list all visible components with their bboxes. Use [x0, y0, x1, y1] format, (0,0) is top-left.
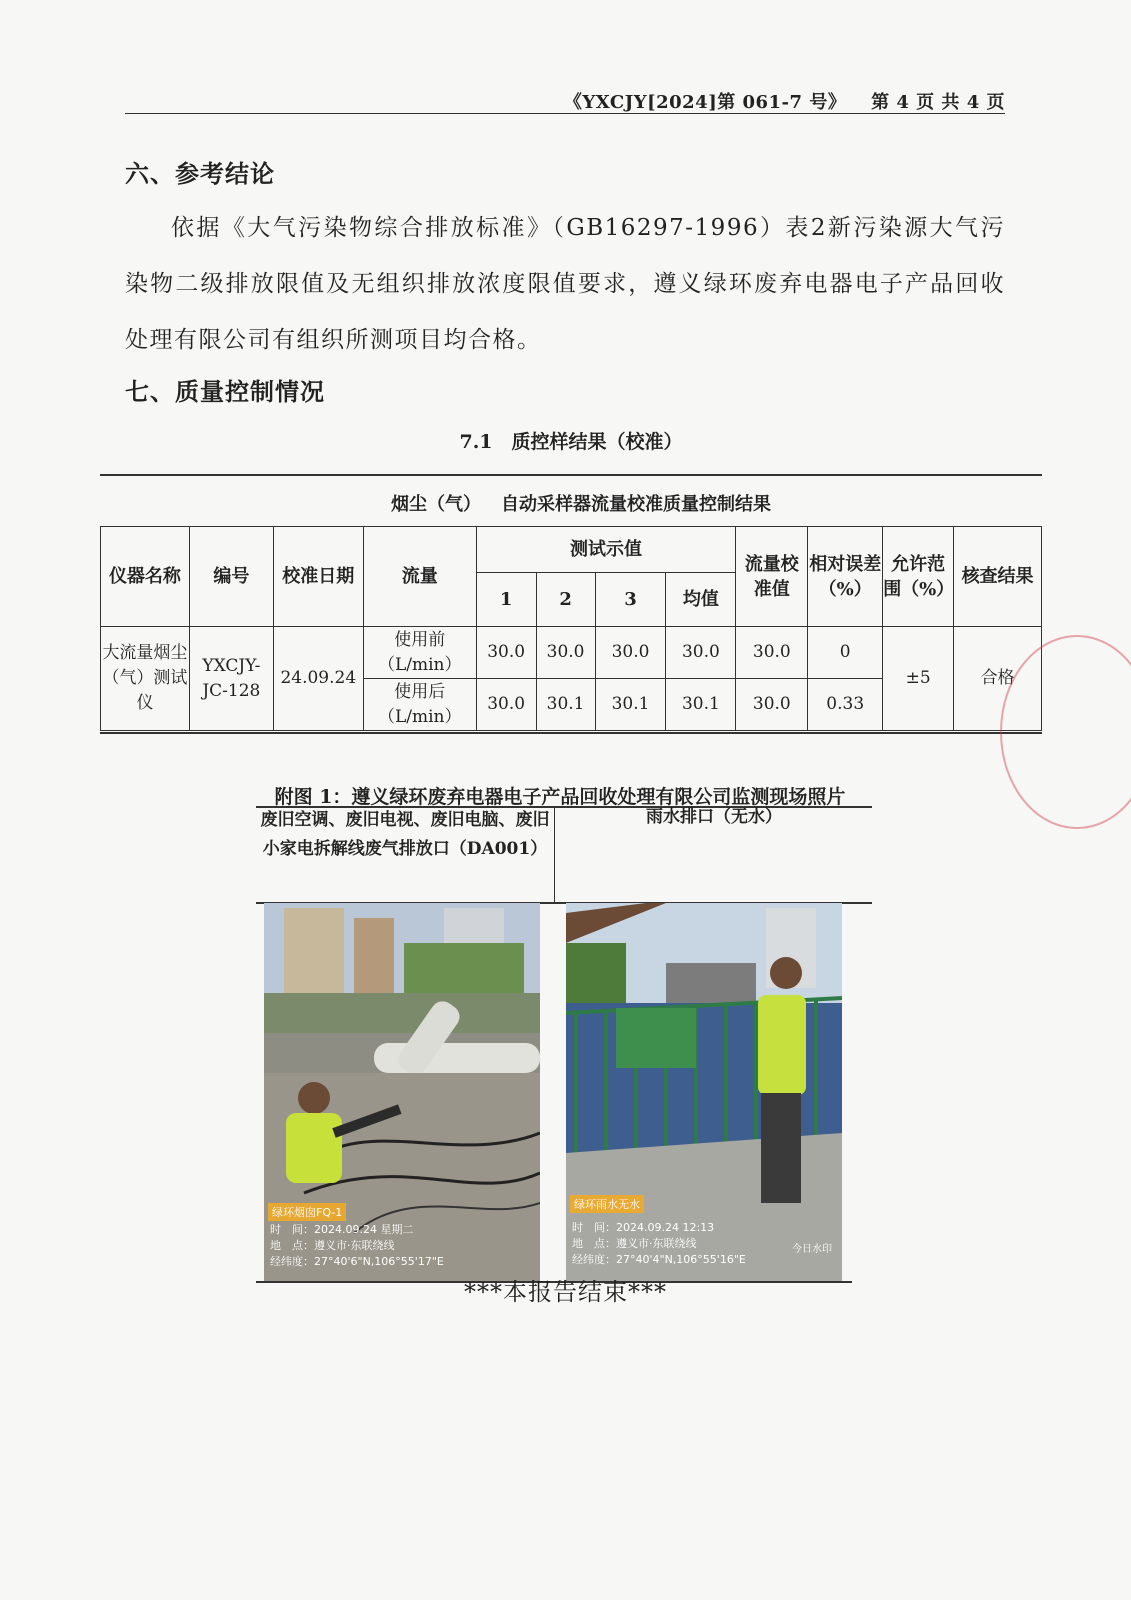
- cell-after-avg: 30.1: [666, 679, 736, 731]
- th-error: 相对误差（%）: [808, 527, 883, 627]
- section6-title: 六、参考结论: [125, 159, 275, 188]
- cell-after-err: 0.33: [808, 679, 883, 731]
- cell-after-label: 使用后（L/min）: [363, 679, 476, 731]
- report-end: ***本报告结束***: [464, 1278, 667, 1306]
- cell-result: 合格: [954, 627, 1042, 731]
- doc-header: [564, 88, 1005, 114]
- photo2-tag: 绿环雨水无水: [570, 1195, 644, 1213]
- section7-title: 七、质量控制情况: [125, 377, 325, 406]
- table-caption: 7.1 质控样结果（校准）: [459, 431, 683, 453]
- photo2-coord: 经纬度：27°40'4"N,106°55'16"E: [572, 1253, 746, 1266]
- cell-before-v1: 30.0: [476, 627, 536, 679]
- cell-range: ±5: [883, 627, 954, 731]
- th-range: 允许范围（%）: [883, 527, 954, 627]
- th-r2: 2: [536, 573, 595, 627]
- table-title: 烟尘（气） 自动采样器流量校准质量控制结果: [391, 494, 771, 515]
- cell-after-calib: 30.0: [736, 679, 808, 731]
- photo1-place: 地 点：遵义市·东联绕线: [270, 1239, 395, 1252]
- th-code: 编号: [189, 527, 273, 627]
- page-indicator: 第 4 页 共 4 页: [871, 92, 1005, 113]
- table-bottom-rule: [100, 732, 1042, 734]
- site-photo-stack: [264, 903, 540, 1281]
- cell-after-v2: 30.1: [536, 679, 595, 731]
- cell-after-v1: 30.0: [476, 679, 536, 731]
- photo2-time: 时 间：2024.09.24 12:13: [572, 1221, 715, 1234]
- photo1-coord: 经纬度：27°40'6"N,106°55'17"E: [270, 1255, 444, 1268]
- calibration-table: [100, 526, 1042, 731]
- cell-after-v3: 30.1: [595, 679, 666, 731]
- th-result: 核查结果: [954, 527, 1042, 627]
- cell-date: 24.09.24: [273, 627, 363, 731]
- th-flow: 流量: [363, 527, 476, 627]
- th-r3: 3: [595, 573, 666, 627]
- cell-before-calib: 30.0: [736, 627, 808, 679]
- site-photo-drain: [566, 903, 842, 1281]
- photo-right-heading: 雨水排口（无水）: [646, 807, 782, 827]
- appendix-title: 附图 1：遵义绿环废弃电器电子产品回收处理有限公司监测现场照片: [274, 786, 846, 808]
- photo1-tag: 绿环烟囱FQ-1: [268, 1203, 346, 1221]
- photo2-place: 地 点：遵义市·东联绕线: [572, 1237, 697, 1250]
- table-top-rule: [100, 474, 1042, 476]
- header-rule: [125, 113, 1005, 114]
- cell-before-v2: 30.0: [536, 627, 595, 679]
- th-date: 校准日期: [273, 527, 363, 627]
- th-instrument: 仪器名称: [101, 527, 190, 627]
- cell-instrument: 大流量烟尘（气）测试仪: [101, 627, 190, 731]
- photo1-time: 时 间：2024.09.24 星期二: [270, 1223, 414, 1236]
- th-calib: 流量校准值: [736, 527, 808, 627]
- doc-number: 《YXCJY[2024]第 061-7 号》: [563, 92, 847, 113]
- cell-before-err: 0: [808, 627, 883, 679]
- photo-left-heading: 废旧空调、废旧电视、废旧电脑、废旧小家电拆解线废气排放口（DA001）: [260, 810, 550, 859]
- cell-code: YXCJY-JC-128: [189, 627, 273, 731]
- watermark-brand: 今日水印: [792, 1244, 832, 1255]
- cell-before-avg: 30.0: [666, 627, 736, 679]
- th-r1: 1: [476, 573, 536, 627]
- th-readings: 测试示值: [476, 527, 736, 573]
- th-avg: 均值: [666, 573, 736, 627]
- section6-text: 依据《大气污染物综合排放标准》（GB16297-1996）表2新污染源大气污染物二级排放限值及无组织排放浓度限值要求，遵义绿环废弃电器电子产品回收处理有限公司有组织所测项目均合格。: [125, 215, 1005, 353]
- cell-before-label: 使用前（L/min）: [363, 627, 476, 679]
- cell-before-v3: 30.0: [595, 627, 666, 679]
